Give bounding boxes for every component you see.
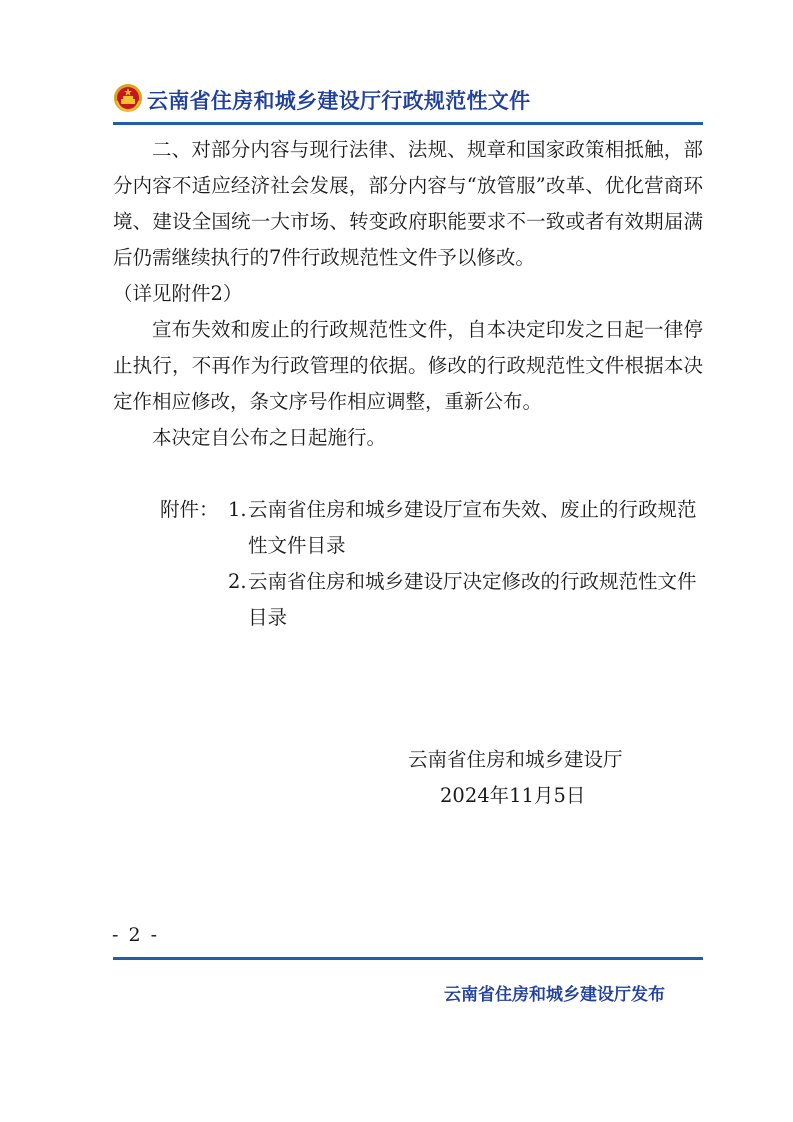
signature-block <box>408 742 623 814</box>
attachment-number: 2. <box>228 570 247 593</box>
header-title: 云南省住房和城乡建设厅行政规范性文件 <box>147 89 531 113</box>
paragraph-revisions-note: （详见附件2） <box>113 282 243 305</box>
attachment-item <box>160 492 705 564</box>
paragraph-effect: 宣布失效和废止的行政规范性文件，自本决定印发之日起一律停止执行，不再作为行政管理的依据。修改的行政规范性文件根据本决定作相应修改，条文序号作相应调整，重新公布。 <box>113 318 703 413</box>
document-header <box>113 83 703 123</box>
national-emblem-icon <box>113 83 143 113</box>
attachment-title: 云南省住房和城乡建设厅宣布失效、废止的行政规范性文件目录 <box>248 498 697 557</box>
footer-divider <box>113 957 703 960</box>
document-body <box>113 132 703 456</box>
signature-date: 2024年11月5日 <box>440 784 586 807</box>
header-divider <box>113 122 703 125</box>
attachment-title: 云南省住房和城乡建设厅决定修改的行政规范性文件目录 <box>248 570 697 629</box>
attachments-list <box>160 492 705 636</box>
paragraph-effective-date: 本决定自公布之日起施行。 <box>152 426 387 449</box>
attachment-number: 1. <box>228 498 247 521</box>
attachment-item <box>160 564 705 636</box>
page-number: - 2 - <box>112 924 160 946</box>
paragraph-revisions: 二、对部分内容与现行法律、法规、规章和国家政策相抵触，部分内容不适应经济社会发展，部分内容与“放管服”改革、优化营商环境、建设全国统一大市场、转变政府职能要求不一致或者有效期届满后仍需继续执行的7件行政规范性文件予以修改。 <box>113 138 703 269</box>
attachments-label: 附件： <box>160 498 219 521</box>
footer-publisher: 云南省住房和城乡建设厅发布 <box>444 985 665 1005</box>
signature-org: 云南省住房和城乡建设厅 <box>408 748 623 771</box>
